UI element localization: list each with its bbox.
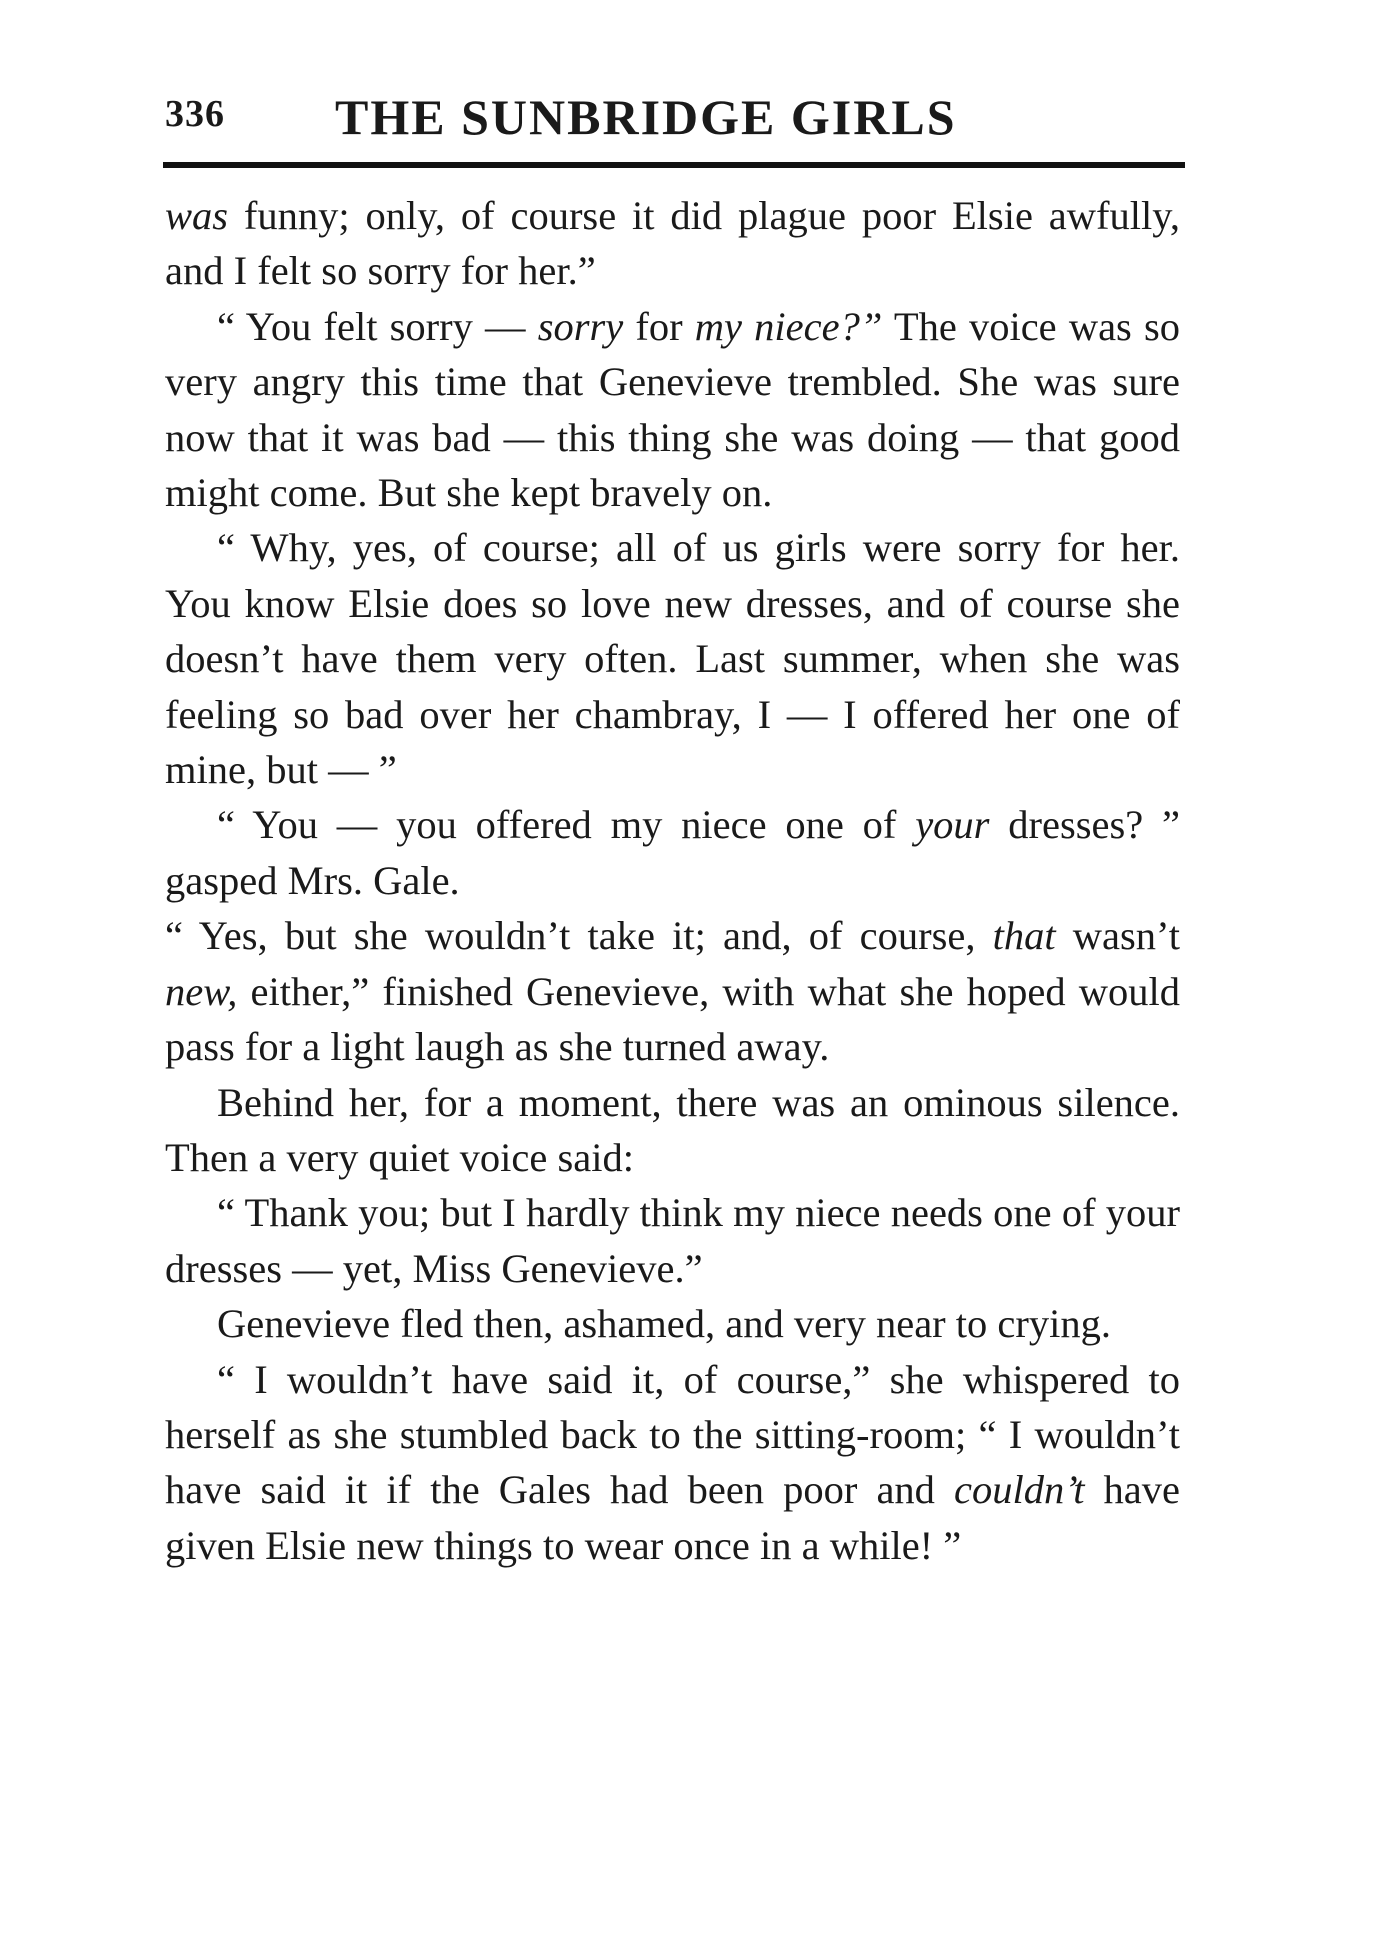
text-segment: Behind her, for a moment, there was an ominous silence. Then a very quiet voice said: [165,1079,1180,1180]
italic-text: my niece?” [694,303,883,349]
text-segment: “ Thank you; but I hardly think my niece needs one of your dresses — yet, Miss Genevieve.” [165,1190,1180,1291]
text-segment: “ Why, yes, of course; all of us girls were sorry for her. You know Elsie does so love new dresses, and of course she doesn’t have them very often. Last summer, when she was feeling so bad over her chambray, I — I offered her one of mine, but — ” [165,525,1180,793]
paragraph [165,1296,1180,1351]
text-segment: Genevieve fled then, ashamed, and very near to crying. [217,1301,1112,1347]
paragraph [165,188,1180,299]
running-title: THE SUNBRIDGE GIRLS [335,89,957,145]
page-header [165,89,1185,154]
text-segment: for [623,303,695,349]
text-segment: “ Yes, but she wouldn’t take it; and, of course, [165,913,993,959]
header-rule [163,162,1185,168]
text-segment: either,” finished Genevieve, with what she hoped would pass for a light laugh as she turned away. [165,968,1180,1070]
paragraph [165,299,1180,521]
paragraph [165,520,1180,797]
italic-text: that [992,913,1056,959]
text-segment: have given Elsie new things to wear once in a while! ” [165,1467,1181,1568]
italic-text: your [915,802,990,848]
text-segment: “ I wouldn’t have said it, of course,” she whispered to herself as she stumbled back to the sitting-room; “ I wouldn’t have said it if the Gales had been poor and [165,1356,1180,1513]
paragraph [165,797,1180,908]
body-text [165,188,1180,1573]
italic-text: was [165,193,229,238]
paragraph [165,1185,1180,1296]
italic-text: sorry [537,303,624,349]
text-segment: funny; only, of course it did plague poor Elsie awfully, and I felt so sorry for her.” [165,193,1180,294]
italic-text: couldn’t [954,1467,1085,1513]
italic-text: new, [165,968,238,1014]
page-number: 336 [165,93,225,135]
text-segment: “ You felt sorry — [217,303,538,349]
text-segment: dresses? ” gasped Mrs. Gale. [165,802,1180,903]
text-segment: “ You — you offered my niece one of [217,802,916,848]
text-segment: wasn’t [1055,913,1180,959]
paragraph [165,1352,1180,1574]
paragraph [165,1075,1180,1186]
paragraph [165,908,1180,1074]
text-segment: The voice was so very angry this time that Genevieve trembled. She was sure now that it was bad — this thing she was doing — that good might come. But she kept bravely on. [165,303,1180,516]
